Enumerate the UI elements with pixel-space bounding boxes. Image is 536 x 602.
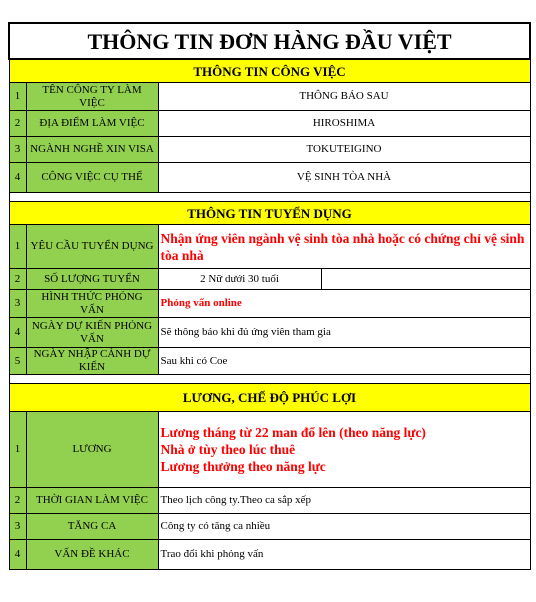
table-row bbox=[9, 540, 530, 570]
row-number: 3 bbox=[9, 290, 26, 318]
table-row bbox=[9, 83, 530, 111]
salary-line: Lương thưởng theo năng lực bbox=[160, 459, 326, 474]
row-value: Nhận ứng viên ngành vệ sinh tòa nhà hoặc có chứng chỉ vệ sinh tòa nhà bbox=[158, 225, 530, 269]
row-value: TOKUTEIGINO bbox=[158, 137, 530, 163]
row-number: 1 bbox=[9, 225, 26, 269]
row-label: YÊU CẦU TUYỂN DỤNG bbox=[26, 225, 158, 269]
row-number: 4 bbox=[9, 540, 26, 570]
row-number: 5 bbox=[9, 348, 26, 375]
row-value: 2 Nữ dưới 30 tuổi bbox=[158, 269, 321, 290]
row-value: Theo lịch công ty.Theo ca sắp xếp bbox=[158, 488, 530, 514]
row-value: Sau khi có Coe bbox=[158, 348, 530, 375]
section-spacer bbox=[9, 193, 530, 202]
table-row bbox=[9, 412, 530, 488]
row-value: Trao đổi khi phỏng vấn bbox=[158, 540, 530, 570]
row-value: VỆ SINH TÒA NHÀ bbox=[158, 163, 530, 193]
section-spacer bbox=[9, 375, 530, 384]
row-label: NGÀNH NGHỀ XIN VISA bbox=[26, 137, 158, 163]
row-label: TÊN CÔNG TY LÀM VIỆC bbox=[26, 83, 158, 111]
row-label: HÌNH THỨC PHỎNG VẤN bbox=[26, 290, 158, 318]
row-number: 4 bbox=[9, 318, 26, 348]
page-title: THÔNG TIN ĐƠN HÀNG ĐẦU VIỆT bbox=[9, 23, 530, 59]
row-number: 2 bbox=[9, 269, 26, 290]
row-number: 3 bbox=[9, 514, 26, 540]
row-label: VẤN ĐỀ KHÁC bbox=[26, 540, 158, 570]
table-row bbox=[9, 269, 530, 290]
order-info-table bbox=[8, 22, 531, 570]
row-number: 1 bbox=[9, 83, 26, 111]
table-row bbox=[9, 488, 530, 514]
table-row bbox=[9, 348, 530, 375]
table-row bbox=[9, 318, 530, 348]
row-value: HIROSHIMA bbox=[158, 111, 530, 137]
table-row bbox=[9, 514, 530, 540]
row-number: 4 bbox=[9, 163, 26, 193]
row-label: SỐ LƯỢNG TUYỂN bbox=[26, 269, 158, 290]
salary-details bbox=[158, 412, 530, 488]
salary-line: Nhà ở tùy theo lúc thuê bbox=[160, 442, 296, 457]
table-row bbox=[9, 111, 530, 137]
salary-line: Lương tháng từ 22 man đổ lên (theo năng lực) bbox=[160, 425, 426, 440]
row-number: 2 bbox=[9, 488, 26, 514]
row-number: 1 bbox=[9, 412, 26, 488]
row-label: TĂNG CA bbox=[26, 514, 158, 540]
table-row bbox=[9, 225, 530, 269]
row-value: Công ty có tăng ca nhiều bbox=[158, 514, 530, 540]
section-heading-salary-benefits: LƯƠNG, CHẾ ĐỘ PHÚC LỢI bbox=[9, 384, 530, 412]
row-value: THÔNG BÁO SAU bbox=[158, 83, 530, 111]
row-label: LƯƠNG bbox=[26, 412, 158, 488]
row-number: 2 bbox=[9, 111, 26, 137]
row-value: Phỏng vấn online bbox=[158, 290, 530, 318]
table-row bbox=[9, 163, 530, 193]
table-row bbox=[9, 290, 530, 318]
section-heading-recruitment-info: THÔNG TIN TUYỂN DỤNG bbox=[9, 202, 530, 225]
section-heading-job-info: THÔNG TIN CÔNG VIỆC bbox=[9, 59, 530, 83]
row-label: CÔNG VIỆC CỤ THỂ bbox=[26, 163, 158, 193]
row-label: ĐỊA ĐIỂM LÀM VIỆC bbox=[26, 111, 158, 137]
order-info-sheet bbox=[8, 22, 529, 570]
row-label: NGÀY NHẬP CẢNH DỰ KIẾN bbox=[26, 348, 158, 375]
row-label: NGÀY DỰ KIẾN PHỎNG VẤN bbox=[26, 318, 158, 348]
row-value: Sẽ thông báo khi đủ ứng viên tham gia bbox=[158, 318, 530, 348]
table-row bbox=[9, 137, 530, 163]
row-label: THỜI GIAN LÀM VIỆC bbox=[26, 488, 158, 514]
empty-cell bbox=[321, 269, 530, 290]
row-number: 3 bbox=[9, 137, 26, 163]
